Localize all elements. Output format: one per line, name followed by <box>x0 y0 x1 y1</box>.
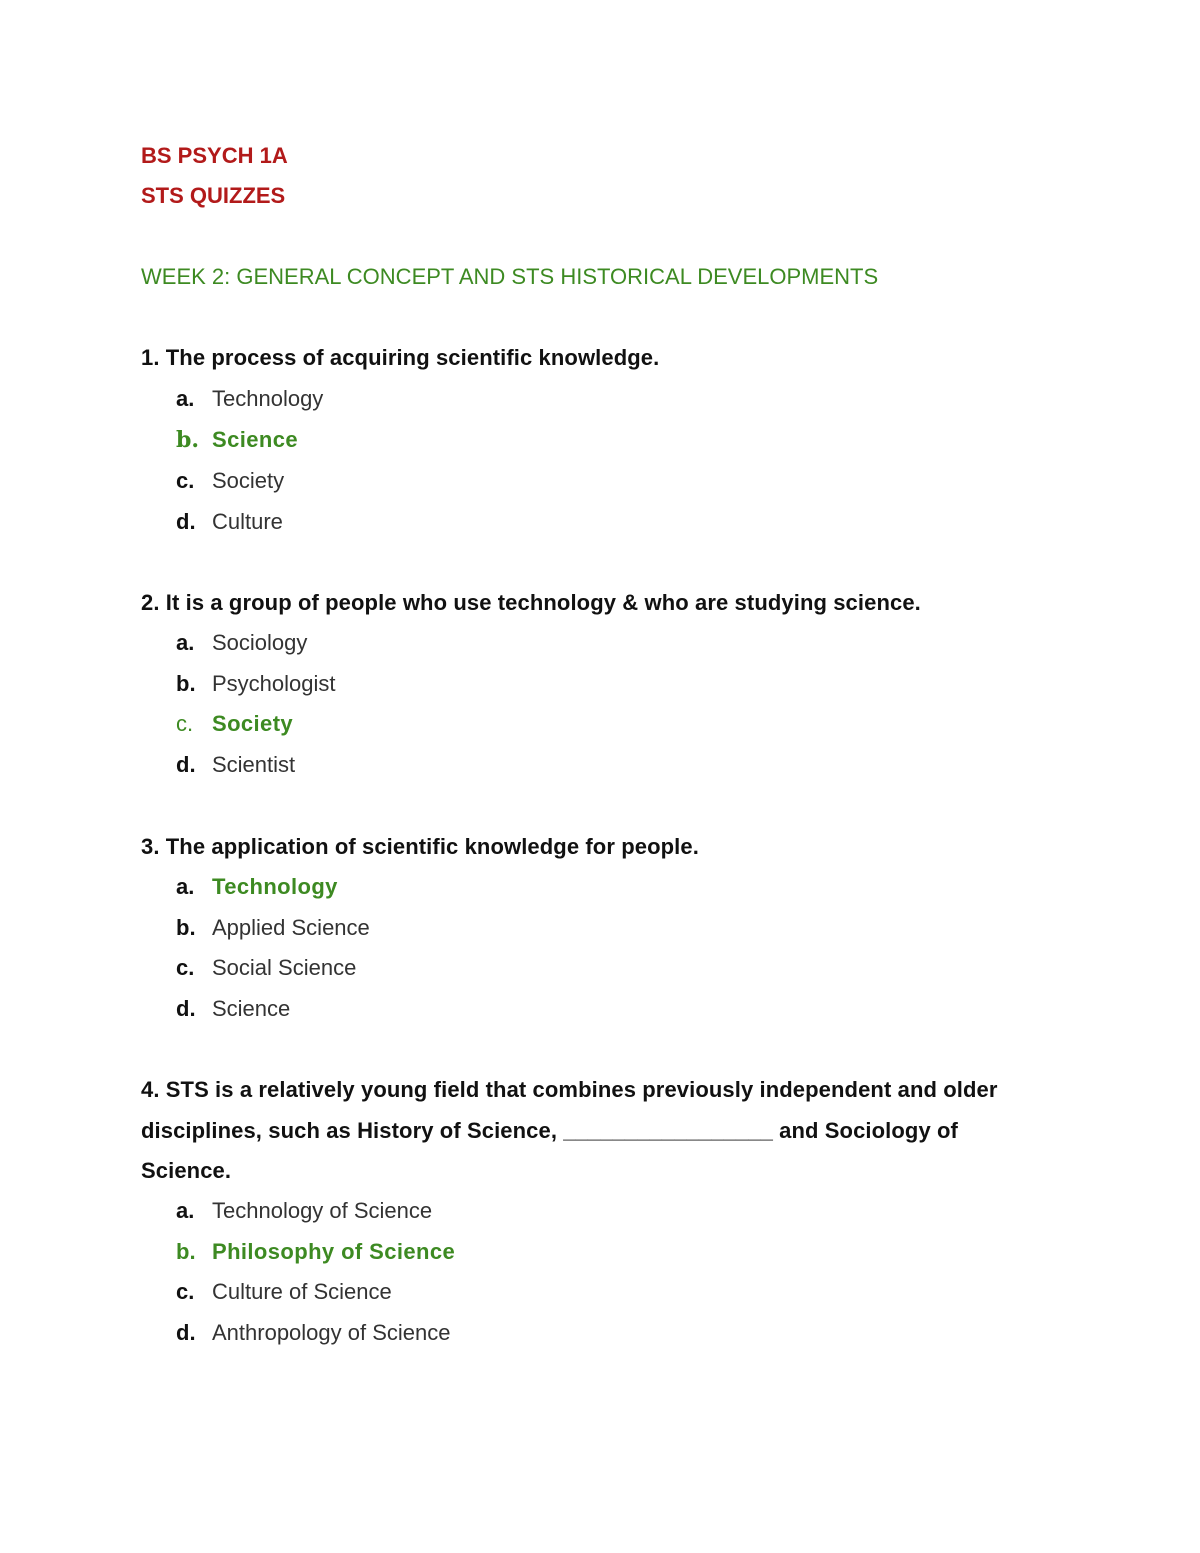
option-letter: b. <box>176 427 200 453</box>
option-letter: b. <box>176 671 196 696</box>
option-text: Technology <box>212 874 338 899</box>
option-letter: d. <box>176 752 196 777</box>
option-text: Psychologist <box>212 671 336 696</box>
option-letter: a. <box>176 386 195 411</box>
question-2: 2. It is a group of people who use technology & who are studying science. <box>141 590 921 615</box>
q1-option-b-correct <box>176 426 298 454</box>
document-title: STS QUIZZES <box>141 183 286 208</box>
q3-option-c <box>176 954 356 982</box>
option-letter: c. <box>176 468 195 493</box>
q3-option-a-correct <box>176 873 338 901</box>
option-letter: a. <box>176 630 195 655</box>
option-text: Technology of Science <box>212 1198 433 1223</box>
option-text: Social Science <box>212 955 357 980</box>
option-text: Scientist <box>212 752 296 777</box>
option-text: Society <box>212 468 285 493</box>
option-text: Culture <box>212 509 283 534</box>
option-letter: c. <box>176 1279 195 1304</box>
q2-option-c-correct <box>176 710 293 738</box>
question-4-line-2: disciplines, such as History of Science, _________________ and Sociology of <box>141 1118 958 1143</box>
option-letter: d. <box>176 509 196 534</box>
q3-option-d <box>176 995 290 1023</box>
option-text: Technology <box>212 386 324 411</box>
week-heading: WEEK 2: GENERAL CONCEPT AND STS HISTORICAL DEVELOPMENTS <box>141 264 879 289</box>
option-text: Anthropology of Science <box>212 1320 451 1345</box>
q4-option-c <box>176 1278 392 1306</box>
option-letter: a. <box>176 1198 195 1223</box>
q4-option-b-correct <box>176 1238 455 1266</box>
option-text: Sociology <box>212 630 308 655</box>
q2-option-b <box>176 670 336 698</box>
option-text: Science <box>212 996 291 1021</box>
q1-option-d <box>176 508 283 536</box>
question-4-line-1: 4. STS is a relatively young field that combines previously independent and older <box>141 1077 998 1102</box>
option-text: Applied Science <box>212 915 370 940</box>
option-text: Science <box>212 427 298 452</box>
option-text: Society <box>212 711 294 736</box>
question-3: 3. The application of scientific knowledge for people. <box>141 834 699 859</box>
q1-option-c <box>176 467 284 495</box>
q3-option-b <box>176 914 370 942</box>
question-4-line-3: Science. <box>141 1158 232 1183</box>
question-1: 1. The process of acquiring scientific knowledge. <box>141 345 660 370</box>
option-letter: b. <box>176 1239 196 1264</box>
course-title: BS PSYCH 1A <box>141 143 288 168</box>
option-letter: a. <box>176 874 195 899</box>
option-letter: d. <box>176 996 196 1021</box>
option-letter: c. <box>176 955 195 980</box>
q4-option-d <box>176 1319 451 1347</box>
option-text: Philosophy of Science <box>212 1239 456 1264</box>
option-text: Culture of Science <box>212 1279 392 1304</box>
q4-option-a <box>176 1197 432 1225</box>
q1-option-a <box>176 385 323 413</box>
option-letter: c. <box>176 711 194 736</box>
q2-option-d <box>176 751 295 779</box>
q2-option-a <box>176 629 307 657</box>
option-letter: d. <box>176 1320 196 1345</box>
option-letter: b. <box>176 915 196 940</box>
